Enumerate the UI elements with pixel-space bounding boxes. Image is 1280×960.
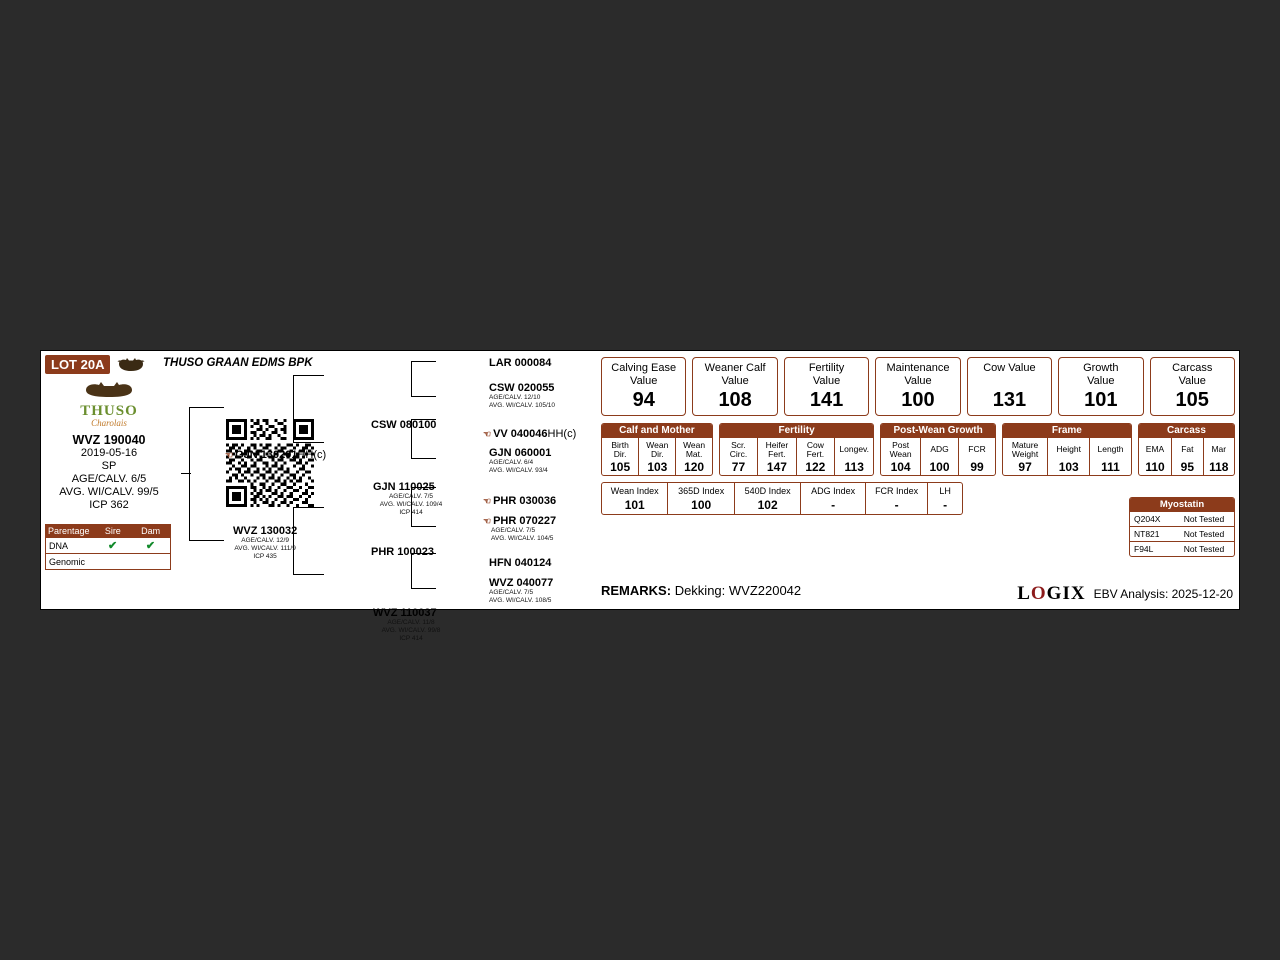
- pedigree-g3-2-line2: AVG. WI/CALV. 105/10: [489, 402, 555, 409]
- bracket-dam: [293, 507, 324, 575]
- myostatin-gene: F94L: [1134, 544, 1154, 554]
- index-adg: [800, 483, 864, 514]
- index-fcr: [865, 483, 927, 514]
- trait-birth-dir: [602, 438, 638, 475]
- bull-icon: [116, 357, 146, 373]
- pedigree-g3-5: [483, 495, 556, 507]
- trait-label: Scr. Circ.: [729, 439, 748, 459]
- value-number: 105: [1175, 389, 1209, 411]
- value-label-line2: Value: [1178, 375, 1206, 387]
- index-label: FCR Index: [875, 486, 919, 497]
- group-calf-and-mother: [601, 423, 713, 476]
- value-label-line1: Carcass: [1172, 362, 1213, 374]
- value-box-carcass: [1150, 357, 1235, 416]
- remarks: [601, 583, 801, 598]
- animal-dob: 2019-05-16: [80, 447, 138, 459]
- trait-value: 110: [1145, 460, 1165, 474]
- group-cells: [602, 438, 712, 475]
- table-row: [46, 553, 170, 569]
- myostatin-status: Not Tested: [1183, 514, 1225, 524]
- remarks-label: REMARKS:: [601, 583, 672, 598]
- pedigree-g3-3-name: VV 040046: [493, 428, 548, 440]
- trait-label: Mar: [1211, 444, 1227, 455]
- pedigree-g3-8-name: WVZ 040077: [489, 577, 554, 589]
- logo-subtitle: Charolais: [91, 418, 127, 428]
- trait-label: Fat: [1181, 444, 1194, 455]
- index-365d: [667, 483, 733, 514]
- pedigree-sheet: [40, 350, 1240, 642]
- trait-label: Heifer Fert.: [765, 439, 789, 459]
- trait-label: FCR: [968, 444, 986, 455]
- index-value: 100: [691, 498, 712, 512]
- footer: [1017, 583, 1233, 605]
- value-box-growth: [1058, 357, 1143, 416]
- group-carcass: [1138, 423, 1235, 476]
- pedigree-sire-dam: [373, 481, 449, 517]
- value-number: 141: [809, 389, 844, 411]
- parentage-table: [45, 524, 171, 570]
- pedigree-dam-name: WVZ 130032: [233, 525, 298, 537]
- value-box-maintenance: [875, 357, 960, 416]
- lot-header: [45, 355, 173, 374]
- trait-label: Wean Dir.: [646, 439, 669, 459]
- group-title: Frame: [1003, 424, 1131, 438]
- trait-longevity: [834, 438, 873, 475]
- pedigree-g3-7-name: HFN 040124: [489, 557, 552, 569]
- trait-value: 97: [1018, 460, 1032, 474]
- bull-logo-icon: [82, 382, 136, 398]
- value-label-line1: Fertility: [808, 362, 845, 374]
- index-row: [601, 482, 963, 515]
- trait-value: 118: [1209, 460, 1229, 474]
- myostatin-status: Not Tested: [1183, 544, 1225, 554]
- trait-value: 104: [890, 460, 911, 474]
- trait-fcr: [958, 438, 995, 475]
- trait-post-wean: [881, 438, 919, 475]
- trait-value: 103: [647, 460, 668, 474]
- trait-wean-mat: [675, 438, 711, 475]
- evaluation-panel: [601, 357, 1235, 554]
- value-box-fertility: [784, 357, 869, 416]
- pedigree-sire-dam-line1: AGE/CALV. 7/5: [388, 493, 434, 500]
- myostatin-gene: Q204X: [1134, 514, 1161, 524]
- breeder-logo: [45, 382, 173, 428]
- logix-logo: LOGIX: [1017, 583, 1086, 604]
- pedigree-sire: [225, 449, 326, 461]
- table-row: [1130, 541, 1234, 556]
- pedigree-dam-line2: AVG. WI/CALV. 111/9: [234, 545, 296, 552]
- group-title: Carcass: [1139, 424, 1234, 438]
- myostatin-gene: NT821: [1134, 529, 1160, 539]
- index-label: LH: [939, 486, 951, 497]
- pedigree-dam-line1: AGE/CALV. 12/9: [241, 537, 289, 544]
- trait-value: 99: [970, 460, 984, 474]
- group-frame: [1002, 423, 1132, 476]
- trait-label: Wean Mat.: [683, 439, 706, 459]
- pedigree-g3-8-line2: AVG. WI/CALV. 108/5: [489, 597, 552, 604]
- breed-logo-icon: ☜: [483, 429, 492, 439]
- trait-mar: [1203, 438, 1234, 475]
- trait-mature-weight: [1003, 438, 1047, 475]
- bracket-dam-dam: [411, 553, 436, 589]
- animal-avg-wicalv: AVG. WI/CALV. 99/5: [59, 486, 159, 498]
- value-label-line2: Value: [812, 375, 841, 387]
- pedigree-g3-1-name: LAR 000084: [489, 357, 552, 369]
- myostatin-status: Not Tested: [1183, 529, 1225, 539]
- parentage-header-parentage: Parentage: [48, 526, 90, 536]
- trait-value: 103: [1058, 460, 1079, 474]
- trait-value: 100: [929, 460, 950, 474]
- trait-label: Birth Dir.: [611, 439, 629, 459]
- parentage-row-dam: ✔: [145, 540, 156, 552]
- trait-value: 122: [805, 460, 826, 474]
- breeder-title: THUSO GRAAN EDMS BPK: [163, 357, 313, 369]
- value-boxes: [601, 357, 1235, 416]
- trait-value: 113: [844, 460, 864, 474]
- table-row: [1130, 511, 1234, 526]
- index-540d: [734, 483, 800, 514]
- trait-label: Length: [1097, 444, 1124, 455]
- value-label-line2: Value: [630, 375, 658, 387]
- animal-details: [45, 434, 173, 512]
- pedigree-dam-dam-line3: ICP 414: [399, 635, 423, 642]
- index-label: ADG Index: [811, 486, 856, 497]
- trait-value: 111: [1101, 460, 1120, 474]
- breed-logo-icon: ☜: [483, 496, 492, 506]
- lot-label: LOT 20A: [45, 355, 110, 374]
- trait-label: Longev.: [839, 444, 870, 455]
- value-label-line2: [968, 375, 1051, 388]
- trait-height: [1047, 438, 1089, 475]
- bracket-root: [189, 407, 224, 541]
- animal-id: WVZ 190040: [72, 433, 146, 447]
- pedigree-dam-sire: [371, 546, 434, 558]
- group-post-wean-growth: [880, 423, 995, 476]
- pedigree-g3-7: [489, 557, 551, 569]
- pedigree-sire-name: GJN 130201: [235, 449, 298, 461]
- pedigree-g3-2: [489, 382, 579, 410]
- trait-value: 77: [731, 460, 746, 474]
- group-cells: [1003, 438, 1131, 475]
- trait-value: 95: [1180, 460, 1195, 474]
- pedigree-g3-5-name: PHR 030036: [493, 495, 557, 507]
- pedigree-g3-6-line1: AGE/CALV. 7/5: [491, 527, 536, 534]
- pedigree-dam-dam: [373, 607, 449, 643]
- remarks-text: Dekking: WVZ220042: [674, 583, 802, 598]
- ebv-analysis-date: EBV Analysis: 2025-12-20: [1093, 587, 1233, 601]
- pedigree-g3-8-line1: AGE/CALV. 7/5: [489, 589, 534, 596]
- trait-label: ADG: [930, 444, 949, 455]
- trait-ema: [1139, 438, 1171, 475]
- parentage-header-sire: Sire: [104, 526, 121, 536]
- animal-icp: ICP 362: [89, 499, 129, 511]
- group-title: Calf and Mother: [602, 424, 712, 438]
- trait-cow-fert: [796, 438, 834, 475]
- bracket-sire-sire: [411, 361, 436, 397]
- index-value: 102: [757, 498, 778, 512]
- pedigree-g3-4-line2: AVG. WI/CALV. 93/4: [489, 467, 548, 474]
- breed-logo-icon: ☜: [225, 450, 234, 460]
- trait-wean-dir: [638, 438, 675, 475]
- table-row: [46, 537, 170, 553]
- parentage-row-label: Genomic: [49, 556, 86, 567]
- group-title: Post-Wean Growth: [881, 424, 994, 438]
- index-lh: [927, 483, 962, 514]
- parentage-row-label: DNA: [49, 540, 69, 551]
- pedigree-g3-6-line2: AVG. WI/CALV. 104/5: [491, 535, 554, 542]
- animal-age-calv: AGE/CALV. 6/5: [71, 473, 147, 485]
- trait-groups: [601, 423, 1235, 476]
- pedigree-sire-sire: [371, 419, 436, 431]
- pedigree-sire-dam-line3: ICP 414: [399, 509, 423, 516]
- index-value: -: [894, 498, 899, 512]
- trait-adg: [920, 438, 958, 475]
- pedigree-dam-dam-line1: AGE/CALV. 11/8: [387, 619, 435, 626]
- pedigree-g3-4-line1: AGE/CALV. 6/4: [489, 459, 534, 466]
- pedigree-g3-2-line1: AGE/CALV. 12/10: [489, 394, 541, 401]
- bracket-stem: [181, 473, 191, 474]
- pedigree-g3-6: [483, 515, 579, 543]
- value-label-line1: Weaner Calf: [704, 362, 766, 374]
- index-value: -: [943, 498, 948, 512]
- trait-label: EMA: [1145, 444, 1165, 455]
- myostatin-title: Myostatin: [1130, 498, 1234, 511]
- value-label-line1: Calving Ease: [611, 362, 677, 374]
- trait-value: 120: [684, 460, 705, 474]
- pedigree-g3-1: [489, 357, 551, 369]
- value-number: 108: [718, 389, 752, 411]
- trait-label: Height: [1056, 444, 1081, 455]
- parentage-row-sire: ✔: [107, 540, 118, 552]
- pedigree-g3-6-name: PHR 070227: [493, 515, 557, 527]
- value-label-line1: Cow Value: [983, 362, 1036, 374]
- index-label: Wean Index: [610, 486, 659, 497]
- group-fertility: [719, 423, 875, 476]
- pedigree-dam-line3: ICP 435: [253, 553, 277, 560]
- trait-fat: [1171, 438, 1202, 475]
- value-number: 100: [901, 389, 935, 411]
- trait-heifer-fert: [757, 438, 795, 475]
- index-label: 540D Index: [744, 486, 791, 497]
- value-label-line2: Value: [904, 375, 932, 387]
- pedigree-sire-dam-name: GJN 110025: [373, 481, 435, 493]
- value-label-line1: Maintenance: [886, 362, 950, 374]
- pedigree-g3-8: [489, 577, 579, 605]
- left-panel: [45, 355, 173, 605]
- pedigree-sire-sire-name: CSW 080100: [371, 419, 437, 431]
- group-cells: [1139, 438, 1234, 475]
- pedigree-g3-2-name: CSW 020055: [489, 382, 555, 394]
- bracket-sire: [293, 375, 324, 443]
- trait-label: Cow Fert.: [806, 439, 825, 459]
- index-value: 101: [624, 498, 645, 512]
- group-cells: [720, 438, 874, 475]
- trait-value: 105: [610, 460, 631, 474]
- value-number: 94: [632, 389, 655, 411]
- index-label: 365D Index: [678, 486, 725, 497]
- pedigree-g3-3-suffix: HH(c): [547, 428, 577, 440]
- value-box-weaner-calf: [692, 357, 777, 416]
- pedigree-sire-dam-line2: AVG. WI/CALV. 109/4: [379, 501, 443, 508]
- pedigree-sire-suffix: HH(c): [297, 449, 327, 461]
- pedigree-dam-sire-name: PHR 100023: [371, 546, 434, 558]
- pedigree-tree: [181, 357, 601, 642]
- trait-label: Post Wean: [889, 439, 912, 459]
- group-title: Fertility: [720, 424, 874, 438]
- parentage-header-dam: Dam: [141, 526, 161, 536]
- trait-length: [1089, 438, 1131, 475]
- logo-name: THUSO: [80, 403, 138, 419]
- trait-value: 147: [766, 460, 787, 474]
- index-wean: [602, 483, 667, 514]
- value-label-line2: Value: [721, 375, 749, 387]
- trait-label: Mature Weight: [1011, 439, 1039, 459]
- table-row: [1130, 526, 1234, 541]
- value-box-cow-value: [967, 357, 1052, 416]
- pedigree-dam: [233, 525, 297, 561]
- pedigree-dam-dam-line2: AVG. WI/CALV. 99/8: [381, 627, 441, 634]
- pedigree-dam-dam-name: WVZ 110037: [373, 607, 437, 619]
- value-box-calving-ease: [601, 357, 686, 416]
- pedigree-g3-4: [489, 447, 579, 475]
- group-cells: [881, 438, 994, 475]
- breed-logo-icon: ☜: [483, 516, 492, 526]
- myostatin-table: [1129, 497, 1235, 557]
- animal-code: SP: [101, 460, 117, 472]
- index-value: -: [831, 498, 836, 512]
- value-number: 131: [992, 389, 1027, 411]
- pedigree-g3-3: [483, 428, 576, 440]
- trait-scr-circ: [720, 438, 757, 475]
- parentage-header-row: [46, 525, 170, 537]
- value-number: 101: [1084, 389, 1118, 411]
- value-label-line1: Growth: [1083, 362, 1119, 374]
- pedigree-g3-4-name: GJN 060001: [489, 447, 552, 459]
- value-label-line2: Value: [1087, 375, 1115, 387]
